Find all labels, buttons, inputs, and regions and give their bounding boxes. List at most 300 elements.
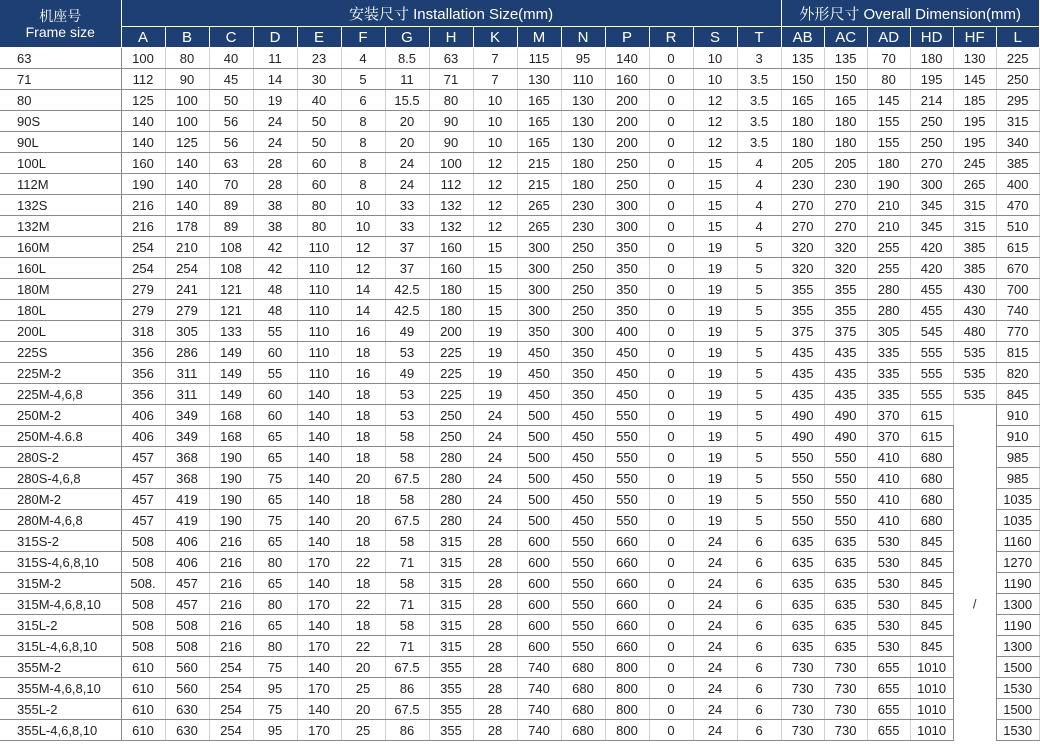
value-cell: 15 bbox=[693, 153, 737, 174]
value-cell: 368 bbox=[165, 468, 209, 489]
value-cell: 19 bbox=[473, 384, 517, 405]
value-cell: 560 bbox=[165, 678, 209, 699]
value-cell: 508. bbox=[121, 573, 165, 594]
value-cell: 355 bbox=[429, 678, 473, 699]
value-cell: 318 bbox=[121, 321, 165, 342]
value-cell: 50 bbox=[209, 90, 253, 111]
value-cell: 985 bbox=[996, 468, 1039, 489]
column-header-m: M bbox=[517, 27, 561, 48]
value-cell: 470 bbox=[996, 195, 1039, 216]
value-cell: 315 bbox=[429, 615, 473, 636]
value-cell: 300 bbox=[605, 216, 649, 237]
value-cell: 190 bbox=[209, 468, 253, 489]
frame-size-cell: 280S-2 bbox=[0, 447, 121, 468]
value-cell: 800 bbox=[605, 678, 649, 699]
value-cell: 1300 bbox=[996, 594, 1039, 615]
value-cell: 18 bbox=[341, 342, 385, 363]
value-cell: 28 bbox=[473, 720, 517, 741]
value-cell: 680 bbox=[561, 678, 605, 699]
value-cell: 550 bbox=[561, 615, 605, 636]
value-cell: 490 bbox=[781, 405, 824, 426]
table-row bbox=[0, 468, 1039, 489]
value-cell: 90 bbox=[429, 132, 473, 153]
value-cell: 660 bbox=[605, 573, 649, 594]
value-cell: 110 bbox=[297, 258, 341, 279]
value-cell: 355 bbox=[824, 300, 867, 321]
value-cell: 140 bbox=[297, 468, 341, 489]
value-cell: 4 bbox=[737, 174, 781, 195]
value-cell: 800 bbox=[605, 699, 649, 720]
value-cell: 53 bbox=[385, 405, 429, 426]
value-cell: 25 bbox=[341, 678, 385, 699]
value-cell: 63 bbox=[209, 153, 253, 174]
value-cell: 6 bbox=[737, 552, 781, 573]
value-cell: 356 bbox=[121, 384, 165, 405]
value-cell: 110 bbox=[297, 237, 341, 258]
value-cell: 335 bbox=[867, 363, 910, 384]
value-cell: 680 bbox=[910, 468, 953, 489]
value-cell: 530 bbox=[867, 636, 910, 657]
value-cell: 245 bbox=[953, 153, 996, 174]
value-cell: 345 bbox=[910, 216, 953, 237]
value-cell: 19 bbox=[253, 90, 297, 111]
value-cell: 210 bbox=[165, 237, 209, 258]
value-cell: 135 bbox=[824, 48, 867, 69]
column-header-g: G bbox=[385, 27, 429, 48]
value-cell: 160 bbox=[605, 69, 649, 90]
value-cell: 500 bbox=[517, 510, 561, 531]
value-cell: 33 bbox=[385, 216, 429, 237]
value-cell: 170 bbox=[297, 720, 341, 741]
value-cell: 555 bbox=[910, 342, 953, 363]
value-cell: 508 bbox=[121, 636, 165, 657]
value-cell: 0 bbox=[649, 426, 693, 447]
value-cell: 730 bbox=[781, 657, 824, 678]
value-cell: 60 bbox=[297, 153, 341, 174]
value-cell: 320 bbox=[781, 237, 824, 258]
value-cell: 149 bbox=[209, 342, 253, 363]
value-cell: 71 bbox=[385, 552, 429, 573]
value-cell: 8.5 bbox=[385, 48, 429, 69]
value-cell: 1500 bbox=[996, 657, 1039, 678]
value-cell: 550 bbox=[781, 510, 824, 531]
value-cell: 435 bbox=[781, 363, 824, 384]
value-cell: 530 bbox=[867, 615, 910, 636]
value-cell: 130 bbox=[561, 132, 605, 153]
table-row bbox=[0, 426, 1039, 447]
value-cell: 132 bbox=[429, 216, 473, 237]
value-cell: 279 bbox=[165, 300, 209, 321]
value-cell: 180 bbox=[824, 132, 867, 153]
value-cell: 457 bbox=[121, 489, 165, 510]
value-cell: 100 bbox=[165, 90, 209, 111]
value-cell: 1160 bbox=[996, 531, 1039, 552]
value-cell: 11 bbox=[253, 48, 297, 69]
value-cell: 195 bbox=[953, 111, 996, 132]
column-header-c: C bbox=[209, 27, 253, 48]
value-cell: 19 bbox=[693, 405, 737, 426]
value-cell: 280 bbox=[429, 489, 473, 510]
value-cell: 0 bbox=[649, 720, 693, 741]
value-cell: 22 bbox=[341, 552, 385, 573]
value-cell: 130 bbox=[561, 111, 605, 132]
value-cell: 225 bbox=[429, 363, 473, 384]
value-cell: 420 bbox=[910, 258, 953, 279]
value-cell: 355 bbox=[824, 279, 867, 300]
value-cell: 38 bbox=[253, 216, 297, 237]
value-cell: 145 bbox=[953, 69, 996, 90]
value-cell: 140 bbox=[121, 111, 165, 132]
value-cell: 255 bbox=[867, 258, 910, 279]
value-cell: 11 bbox=[385, 69, 429, 90]
value-cell: 450 bbox=[561, 447, 605, 468]
value-cell: 500 bbox=[517, 405, 561, 426]
value-cell: 18 bbox=[341, 489, 385, 510]
value-cell: 60 bbox=[253, 384, 297, 405]
value-cell: 845 bbox=[910, 636, 953, 657]
value-cell: 65 bbox=[253, 426, 297, 447]
value-cell: 457 bbox=[121, 447, 165, 468]
value-cell: 28 bbox=[473, 636, 517, 657]
value-cell: 0 bbox=[649, 468, 693, 489]
value-cell: 19 bbox=[693, 237, 737, 258]
table-row bbox=[0, 489, 1039, 510]
value-cell: 50 bbox=[297, 111, 341, 132]
value-cell: 225 bbox=[996, 48, 1039, 69]
value-cell: 28 bbox=[473, 573, 517, 594]
value-cell: 58 bbox=[385, 447, 429, 468]
value-cell: 95 bbox=[253, 720, 297, 741]
value-cell: 90 bbox=[165, 69, 209, 90]
table-row bbox=[0, 69, 1039, 90]
frame-size-cell: 280M-4,6,8 bbox=[0, 510, 121, 531]
value-cell: 15 bbox=[693, 216, 737, 237]
value-cell: 71 bbox=[385, 636, 429, 657]
value-cell: 845 bbox=[910, 531, 953, 552]
value-cell: 18 bbox=[341, 426, 385, 447]
value-cell: 22 bbox=[341, 594, 385, 615]
value-cell: 550 bbox=[605, 447, 649, 468]
table-row bbox=[0, 615, 1039, 636]
value-cell: 15 bbox=[473, 300, 517, 321]
value-cell: 385 bbox=[953, 237, 996, 258]
value-cell: 550 bbox=[605, 426, 649, 447]
value-cell: 140 bbox=[297, 699, 341, 720]
value-cell: 19 bbox=[693, 384, 737, 405]
frame-size-cell: 355L-2 bbox=[0, 699, 121, 720]
value-cell: 406 bbox=[165, 552, 209, 573]
value-cell: 132 bbox=[429, 195, 473, 216]
value-cell: 430 bbox=[953, 300, 996, 321]
value-cell: 112 bbox=[429, 174, 473, 195]
value-cell: 560 bbox=[165, 657, 209, 678]
value-cell: 24 bbox=[473, 447, 517, 468]
value-cell: 600 bbox=[517, 636, 561, 657]
value-cell: 0 bbox=[649, 48, 693, 69]
value-cell: 5 bbox=[737, 279, 781, 300]
value-cell: 58 bbox=[385, 531, 429, 552]
value-cell: 133 bbox=[209, 321, 253, 342]
value-cell: 140 bbox=[297, 615, 341, 636]
frame-size-cell: 180L bbox=[0, 300, 121, 321]
value-cell: 160 bbox=[121, 153, 165, 174]
value-cell: 270 bbox=[910, 153, 953, 174]
value-cell: 230 bbox=[824, 174, 867, 195]
value-cell: 555 bbox=[910, 363, 953, 384]
value-cell: 19 bbox=[693, 258, 737, 279]
value-cell: 435 bbox=[781, 384, 824, 405]
value-cell: 5 bbox=[737, 405, 781, 426]
value-cell: 49 bbox=[385, 321, 429, 342]
value-cell: 385 bbox=[953, 258, 996, 279]
value-cell: 550 bbox=[561, 531, 605, 552]
value-cell: 1010 bbox=[910, 657, 953, 678]
value-cell: 355 bbox=[781, 279, 824, 300]
value-cell: 33 bbox=[385, 195, 429, 216]
value-cell: 0 bbox=[649, 174, 693, 195]
value-cell: 115 bbox=[517, 48, 561, 69]
value-cell: 265 bbox=[517, 195, 561, 216]
value-cell: 6 bbox=[737, 636, 781, 657]
value-cell: 250 bbox=[605, 153, 649, 174]
value-cell: 349 bbox=[165, 405, 209, 426]
value-cell: 280 bbox=[429, 468, 473, 489]
value-cell: 24 bbox=[693, 594, 737, 615]
value-cell: 1035 bbox=[996, 489, 1039, 510]
value-cell: 12 bbox=[693, 90, 737, 111]
value-cell: 500 bbox=[517, 489, 561, 510]
value-cell: 350 bbox=[561, 363, 605, 384]
value-cell: 10 bbox=[341, 195, 385, 216]
value-cell: 550 bbox=[561, 573, 605, 594]
value-cell: 315 bbox=[996, 111, 1039, 132]
table-row bbox=[0, 174, 1039, 195]
value-cell: 660 bbox=[605, 531, 649, 552]
value-cell: 350 bbox=[605, 300, 649, 321]
value-cell: 635 bbox=[824, 615, 867, 636]
value-cell: 14 bbox=[341, 279, 385, 300]
value-cell: 28 bbox=[473, 552, 517, 573]
value-cell: 1010 bbox=[910, 699, 953, 720]
value-cell: 700 bbox=[996, 279, 1039, 300]
value-cell: 80 bbox=[297, 195, 341, 216]
table-row bbox=[0, 405, 1039, 426]
value-cell: 615 bbox=[910, 426, 953, 447]
value-cell: 305 bbox=[867, 321, 910, 342]
value-cell: 435 bbox=[824, 342, 867, 363]
value-cell: 600 bbox=[517, 615, 561, 636]
value-cell: 60 bbox=[297, 174, 341, 195]
value-cell: 110 bbox=[297, 363, 341, 384]
column-header-hf: HF bbox=[953, 27, 996, 48]
frame-size-cell: 90S bbox=[0, 111, 121, 132]
value-cell: 5 bbox=[737, 321, 781, 342]
column-header-ad: AD bbox=[867, 27, 910, 48]
frame-size-cell: 225M-2 bbox=[0, 363, 121, 384]
value-cell: 254 bbox=[209, 699, 253, 720]
value-cell: 500 bbox=[517, 447, 561, 468]
value-cell: 530 bbox=[867, 531, 910, 552]
value-cell: 845 bbox=[910, 615, 953, 636]
value-cell: 655 bbox=[867, 720, 910, 741]
value-cell: 1300 bbox=[996, 636, 1039, 657]
frame-size-cell: 160L bbox=[0, 258, 121, 279]
value-cell: 800 bbox=[605, 720, 649, 741]
value-cell: 740 bbox=[517, 657, 561, 678]
value-cell: 0 bbox=[649, 594, 693, 615]
value-cell: 180 bbox=[561, 174, 605, 195]
value-cell: 24 bbox=[693, 615, 737, 636]
value-cell: 845 bbox=[910, 573, 953, 594]
column-header-d: D bbox=[253, 27, 297, 48]
value-cell: 89 bbox=[209, 195, 253, 216]
value-cell: 28 bbox=[473, 699, 517, 720]
value-cell: 6 bbox=[737, 594, 781, 615]
frame-size-en: Frame size bbox=[25, 23, 95, 40]
value-cell: 6 bbox=[737, 720, 781, 741]
value-cell: 635 bbox=[824, 594, 867, 615]
value-cell: 130 bbox=[517, 69, 561, 90]
value-cell: 37 bbox=[385, 258, 429, 279]
value-cell: 195 bbox=[910, 69, 953, 90]
value-cell: 65 bbox=[253, 447, 297, 468]
table-row bbox=[0, 342, 1039, 363]
value-cell: 20 bbox=[385, 132, 429, 153]
table-row bbox=[0, 48, 1039, 69]
value-cell: 315 bbox=[953, 216, 996, 237]
value-cell: 254 bbox=[165, 258, 209, 279]
frame-size-cell: 355M-4,6,8,10 bbox=[0, 678, 121, 699]
value-cell: 3.5 bbox=[737, 132, 781, 153]
installation-size-header: 安装尺寸 Installation Size(mm) bbox=[121, 0, 781, 27]
value-cell: 19 bbox=[693, 510, 737, 531]
value-cell: 140 bbox=[297, 426, 341, 447]
value-cell: 490 bbox=[824, 426, 867, 447]
value-cell: 280 bbox=[429, 447, 473, 468]
value-cell: 0 bbox=[649, 237, 693, 258]
column-header-h: H bbox=[429, 27, 473, 48]
value-cell: 0 bbox=[649, 321, 693, 342]
frame-size-cell: 315M-2 bbox=[0, 573, 121, 594]
value-cell: 550 bbox=[781, 489, 824, 510]
value-cell: 140 bbox=[297, 657, 341, 678]
value-cell: 125 bbox=[121, 90, 165, 111]
value-cell: 320 bbox=[824, 237, 867, 258]
value-cell: 168 bbox=[209, 426, 253, 447]
value-cell: 610 bbox=[121, 657, 165, 678]
value-cell: 70 bbox=[209, 174, 253, 195]
value-cell: 450 bbox=[605, 363, 649, 384]
value-cell: 24 bbox=[385, 153, 429, 174]
value-cell: 86 bbox=[385, 678, 429, 699]
frame-size-cell: 315S-4,6,8,10 bbox=[0, 552, 121, 573]
value-cell: 180 bbox=[561, 153, 605, 174]
value-cell: 65 bbox=[253, 489, 297, 510]
value-cell: 6 bbox=[737, 615, 781, 636]
column-header-ab: AB bbox=[781, 27, 824, 48]
value-cell: 530 bbox=[867, 573, 910, 594]
column-header-b: B bbox=[165, 27, 209, 48]
value-cell: 450 bbox=[561, 468, 605, 489]
value-cell: 215 bbox=[517, 174, 561, 195]
value-cell: 770 bbox=[996, 321, 1039, 342]
value-cell: 410 bbox=[867, 510, 910, 531]
value-cell: 610 bbox=[121, 720, 165, 741]
value-cell: 730 bbox=[781, 720, 824, 741]
value-cell: 550 bbox=[605, 468, 649, 489]
value-cell: 50 bbox=[297, 132, 341, 153]
value-cell: 800 bbox=[605, 657, 649, 678]
value-cell: 508 bbox=[165, 615, 209, 636]
value-cell: 6 bbox=[737, 657, 781, 678]
value-cell: 200 bbox=[605, 90, 649, 111]
value-cell: 550 bbox=[561, 594, 605, 615]
value-cell: 12 bbox=[473, 195, 517, 216]
value-cell: 535 bbox=[953, 363, 996, 384]
value-cell: 58 bbox=[385, 489, 429, 510]
value-cell: 0 bbox=[649, 531, 693, 552]
value-cell: 680 bbox=[910, 510, 953, 531]
value-cell: 140 bbox=[297, 405, 341, 426]
value-cell: 48 bbox=[253, 279, 297, 300]
value-cell: 508 bbox=[121, 552, 165, 573]
value-cell: 108 bbox=[209, 258, 253, 279]
value-cell: 680 bbox=[561, 657, 605, 678]
table-row bbox=[0, 363, 1039, 384]
column-header-n: N bbox=[561, 27, 605, 48]
value-cell: 12 bbox=[473, 216, 517, 237]
value-cell: 12 bbox=[693, 132, 737, 153]
value-cell: 28 bbox=[473, 594, 517, 615]
frame-size-cell: 315L-2 bbox=[0, 615, 121, 636]
value-cell: 15 bbox=[473, 237, 517, 258]
value-cell: 180 bbox=[781, 111, 824, 132]
value-cell: 19 bbox=[693, 321, 737, 342]
value-cell: 10 bbox=[473, 90, 517, 111]
value-cell: 19 bbox=[693, 342, 737, 363]
value-cell: 6 bbox=[737, 531, 781, 552]
value-cell: 190 bbox=[867, 174, 910, 195]
value-cell: 8 bbox=[341, 174, 385, 195]
value-cell: 435 bbox=[824, 363, 867, 384]
frame-size-cell: 80 bbox=[0, 90, 121, 111]
value-cell: 4 bbox=[737, 216, 781, 237]
frame-size-cell: 225M-4,6,8 bbox=[0, 384, 121, 405]
value-cell: 216 bbox=[209, 594, 253, 615]
table-row bbox=[0, 258, 1039, 279]
value-cell: 5 bbox=[737, 468, 781, 489]
value-cell: 255 bbox=[867, 237, 910, 258]
value-cell: 550 bbox=[605, 510, 649, 531]
value-cell: 0 bbox=[649, 489, 693, 510]
value-cell: 95 bbox=[253, 678, 297, 699]
value-cell: 406 bbox=[121, 426, 165, 447]
frame-size-cell: 355L-4,6,8,10 bbox=[0, 720, 121, 741]
value-cell: 24 bbox=[253, 132, 297, 153]
value-cell: 121 bbox=[209, 300, 253, 321]
value-cell: 320 bbox=[824, 258, 867, 279]
value-cell: 254 bbox=[209, 720, 253, 741]
value-cell: 740 bbox=[517, 678, 561, 699]
value-cell: 0 bbox=[649, 153, 693, 174]
value-cell: 450 bbox=[561, 510, 605, 531]
value-cell: 250 bbox=[429, 405, 473, 426]
value-cell: 295 bbox=[996, 90, 1039, 111]
value-cell: 270 bbox=[824, 195, 867, 216]
value-cell: 216 bbox=[121, 216, 165, 237]
value-cell: 28 bbox=[253, 174, 297, 195]
frame-size-cell: 160M bbox=[0, 237, 121, 258]
